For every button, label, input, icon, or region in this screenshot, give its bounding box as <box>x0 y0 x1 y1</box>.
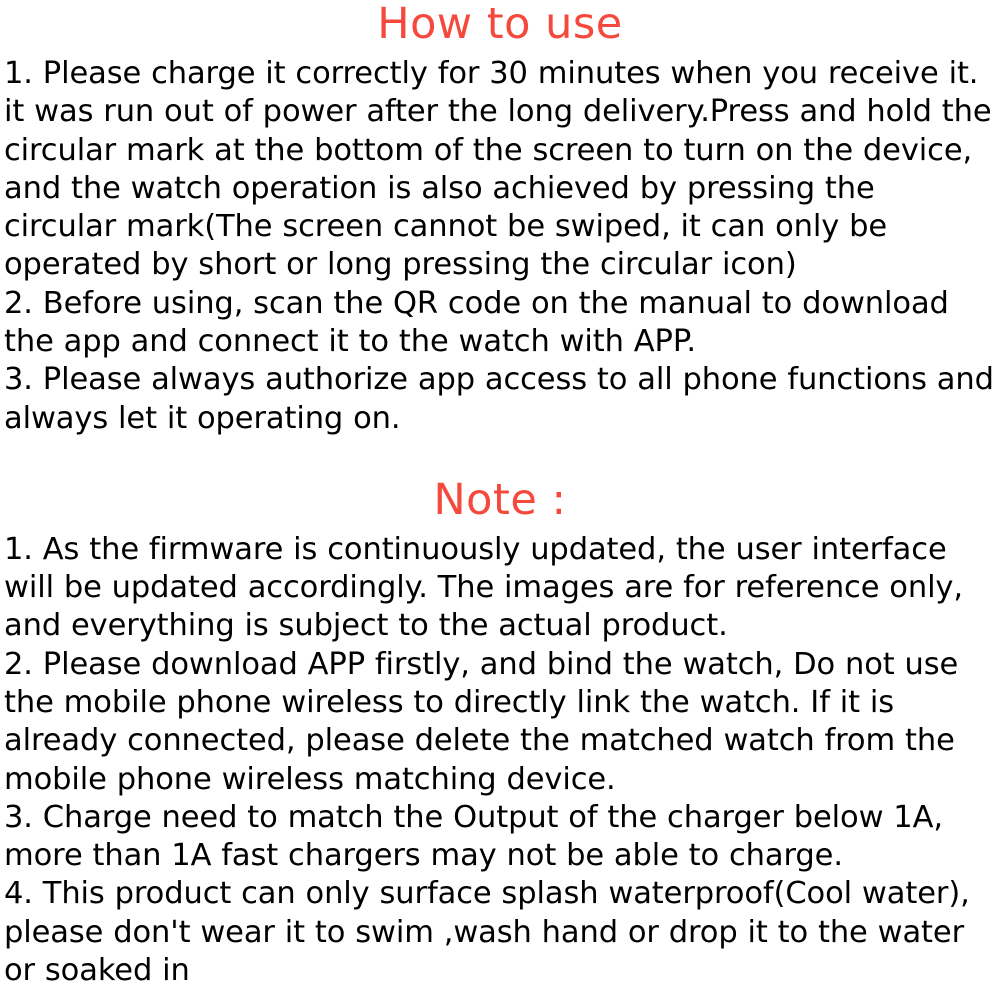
paragraph-how-3: 3. Please always authorize app access to all phone functions and always let it operating on. <box>4 362 994 436</box>
section-body-how-to-use <box>4 55 996 438</box>
paragraph-how-1: 1. Please charge it correctly for 30 minutes when you receive it. it was run out of power after the long delivery.Press and hold the circular mark at the bottom of the screen to turn on the device, and the watch operation is also achieved by pressing the circular mark(The screen cannot be swiped, it can only be operated by short or long pressing the circular icon) <box>4 56 992 283</box>
section-body-note <box>4 531 996 990</box>
paragraph-note-1: 1. As the firmware is continuously updated, the user interface will be updated accordingly. The images are for reference only, and everything is subject to the actual product. <box>4 531 963 644</box>
paragraph-note-2: 2. Please download APP firstly, and bind the watch, Do not use the mobile phone wireless to directly link the watch. If it is already connected, please delete the matched watch from the mobile phone wireless matching device. <box>4 646 959 797</box>
paragraph-how-2: 2. Before using, scan the QR code on the manual to download the app and connect it to the watch with APP. <box>4 285 949 359</box>
section-heading-note: Note : <box>433 474 567 525</box>
paragraph-note-4: 4. This product can only surface splash waterproof(Cool water), please don't wear it to swim ,wash hand or drop it to the water or soaked in <box>4 876 970 988</box>
paragraph-note-3: 3. Charge need to match the Output of the charger below 1A, more than 1A fast chargers may not be able to charge. <box>4 799 943 874</box>
section-heading-how-to-use: How to use <box>377 0 623 49</box>
document-page <box>0 2 1000 1002</box>
